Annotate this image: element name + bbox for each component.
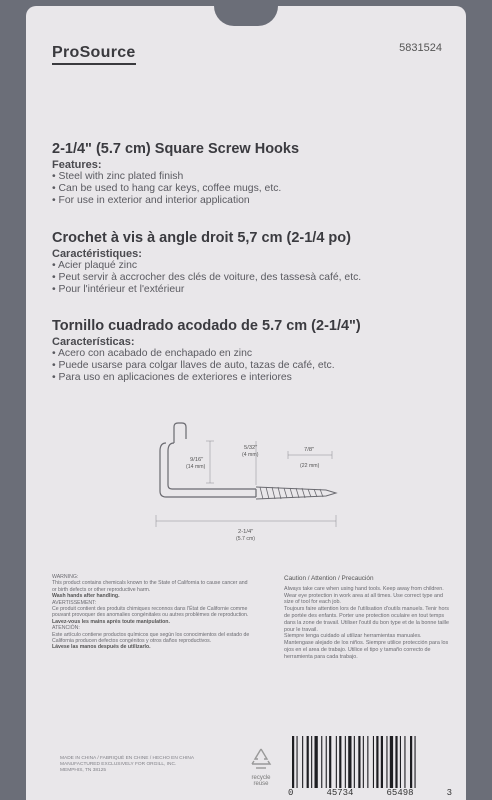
barcode-bar bbox=[415, 736, 416, 788]
barcode-bar bbox=[329, 736, 331, 788]
spanish-feature-item: • Puede usarse para colgar llaves de auto, tazas de café, etc. bbox=[52, 360, 452, 372]
total-length-metric-label: (5.7 cm) bbox=[236, 536, 256, 542]
english-feature-item: • Can be used to hang car keys, coffee mugs, etc. bbox=[52, 183, 452, 195]
english-title: 2-1/4" (5.7 cm) Square Screw Hooks bbox=[52, 141, 300, 157]
recycle-label: recycle bbox=[251, 774, 271, 781]
barcode-bar bbox=[348, 736, 351, 788]
caution-heading: Caution / Attention / Precaución bbox=[284, 575, 374, 582]
spanish-title: Tornillo cuadrado acodado de 5.7 cm (2-1/4") bbox=[52, 318, 361, 334]
english-features-label: Features: bbox=[52, 159, 102, 171]
barcode-bar bbox=[386, 736, 387, 788]
barcode-bar bbox=[311, 736, 312, 788]
english-feature-item: • For use in exterior and interior application bbox=[52, 195, 452, 207]
recycle-logo bbox=[238, 746, 284, 788]
shank-label: 5/32" bbox=[244, 445, 258, 451]
barcode-bar bbox=[358, 736, 360, 788]
manufactured-for-line: MANUFACTURED EXCLUSIVELY FOR ORGILL, INC. bbox=[60, 762, 177, 767]
reuse-label: reuse bbox=[253, 781, 269, 787]
barcode-bar bbox=[363, 736, 364, 788]
hang-hole bbox=[214, 6, 278, 26]
barcode-bar bbox=[376, 736, 378, 788]
caution-spanish: Siempre tenga cuidado al utilizar herramientas manuales. Mantengase alejado de los niños. Siempre utilice protección para los ojos en el area de trabajo. Utilice el tipo y tamaño correcto de herramienta para cada trabajo. bbox=[284, 633, 449, 660]
caution-block bbox=[284, 576, 450, 661]
spanish-feature-item: • Acero con acabado de enchapado en zinc bbox=[52, 348, 452, 360]
warning-text: This product contains chemicals known to the State of California to cause cancer and or birth defects or other reproductive harm. bbox=[52, 580, 248, 593]
thread-length-label: 7/8" bbox=[304, 447, 315, 453]
warning-label: WARNING: bbox=[52, 574, 79, 580]
barcode-icon bbox=[288, 734, 448, 790]
recycle-icon bbox=[247, 746, 275, 772]
barcode-bar bbox=[404, 736, 405, 788]
avertissement-bold-text: Lavez-vous les mains après toute manipulation. bbox=[52, 618, 170, 625]
french-feature-item: • Acier plaqué zinc bbox=[52, 260, 452, 272]
product-card bbox=[26, 6, 466, 800]
avertissement-label: AVERTISSEMENT: bbox=[52, 599, 97, 606]
french-title: Crochet à vis à angle droit 5,7 cm (2-1/4 po) bbox=[52, 230, 351, 246]
caution-french: Toujours faire attention lors de l'utilisation d'outils manuels. Tenir hors de portée des enfants. Porter une protection oculaire en tout temps dans la zone de travail. Utiliser l'outil du bon type et de la bonne taille pour le travail. bbox=[284, 606, 449, 633]
barcode-bar bbox=[307, 736, 309, 788]
barcode-bar bbox=[367, 736, 368, 788]
barcode-bar bbox=[297, 736, 298, 788]
avertissement-text: Ce produit contient des produits chimiques reconnos dans l'État de Californie comme pouvant provoquer des anomalies congénitales ou autres problèmes de reproduction. bbox=[52, 606, 249, 619]
barcode-bar bbox=[336, 736, 337, 788]
barcode-bar bbox=[410, 736, 412, 788]
warning-block bbox=[52, 574, 252, 651]
spanish-section bbox=[52, 318, 452, 384]
made-in-line: MADE IN CHINA / FABRIQUÉ EN CHINE / HECHO EN CHINA bbox=[60, 756, 195, 761]
caution-english: Always take care when using hand tools. Keep away from children. Wear eye protection in work area at all times. Use correct type and size of tool for each job. bbox=[284, 585, 444, 606]
french-feature-item: • Peut servir à accrocher des clés de voiture, des tassesà café, etc. bbox=[52, 272, 452, 284]
barcode-digit-group: 65498 bbox=[386, 788, 414, 798]
barcode-bar bbox=[321, 736, 322, 788]
height-label: 9/16" bbox=[190, 457, 204, 463]
made-in-block bbox=[60, 756, 220, 774]
barcode-bar bbox=[339, 736, 341, 788]
warning-bold-text: Wash hands after handling. bbox=[52, 593, 120, 600]
barcode-bar bbox=[354, 736, 355, 788]
barcode-bar bbox=[302, 736, 303, 788]
city-line: MEMPHIS, TN 38125 bbox=[60, 768, 107, 773]
shank-metric-label: (4 mm) bbox=[242, 452, 259, 458]
barcode-bar bbox=[292, 736, 294, 788]
english-feature-item: • Steel with zinc plated finish bbox=[52, 171, 452, 183]
barcode-bar bbox=[390, 736, 393, 788]
spanish-feature-item: • Para uso en aplicaciones de exteriores e interiores bbox=[52, 372, 452, 384]
height-metric-label: (14 mm) bbox=[186, 464, 206, 470]
total-length-label: 2-1/4" bbox=[238, 529, 254, 535]
atencion-text: Este artículo contiene productos químicos que según los conocimientos del estado de California producen defectos congénitos y otros daños reproductivos. bbox=[52, 631, 250, 645]
screw-hook-diagram bbox=[126, 421, 366, 556]
brand-logo: ProSource bbox=[52, 44, 136, 65]
atencion-bold-text: Lávese las manos después de utilizarlo. bbox=[52, 644, 151, 651]
atencion-label: ATENCIÓN: bbox=[52, 625, 80, 632]
barcode-bar bbox=[400, 736, 401, 788]
barcode-digit-group: 45734 bbox=[326, 788, 354, 798]
french-feature-item: • Pour l'intérieur et l'extérieur bbox=[52, 284, 452, 296]
french-features-label: Caractéristiques: bbox=[52, 248, 142, 260]
thread-length-metric-label: (22 mm) bbox=[300, 463, 320, 469]
hook-shape-icon bbox=[160, 423, 336, 499]
barcode-digit-group: 3 bbox=[446, 788, 452, 798]
barcode-digits bbox=[288, 788, 452, 798]
barcode-bar bbox=[395, 736, 397, 788]
barcode-bar bbox=[345, 736, 346, 788]
spanish-features-label: Características: bbox=[52, 336, 135, 348]
barcode-bar bbox=[326, 736, 327, 788]
french-section bbox=[52, 230, 452, 296]
barcode-digit-group: 0 bbox=[288, 788, 294, 798]
barcode-bar bbox=[381, 736, 383, 788]
barcode-bar bbox=[315, 736, 318, 788]
sku-number: 5831524 bbox=[399, 42, 442, 54]
barcode-bar bbox=[373, 736, 374, 788]
english-section bbox=[52, 141, 452, 207]
